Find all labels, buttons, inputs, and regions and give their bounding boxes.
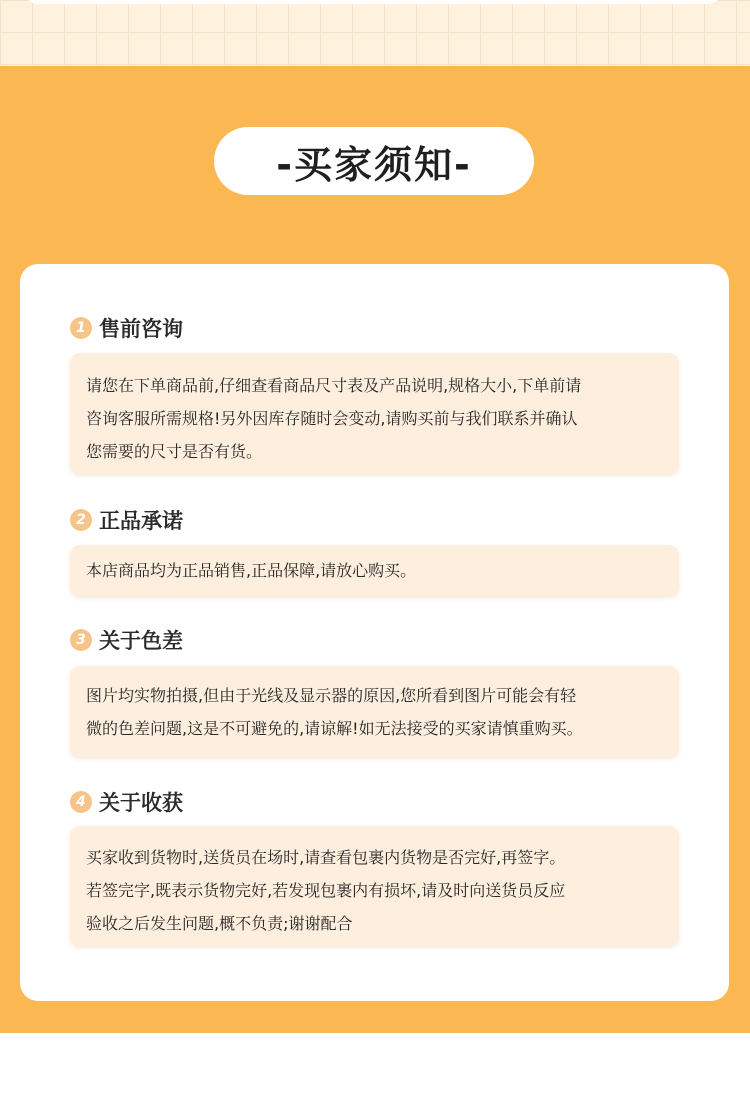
number-badge-icon: 2 xyxy=(70,509,92,531)
section-title: 售前咨询 xyxy=(99,317,183,341)
section-text xyxy=(86,554,665,587)
number-badge-icon: 4 xyxy=(70,791,92,813)
section-title: 正品承诺 xyxy=(99,509,183,533)
section-text-box xyxy=(70,545,679,596)
top-grid-strip xyxy=(0,0,750,66)
text-line: 请您在下单商品前,仔细查看商品尺寸表及产品说明,规格大小,下单前请 xyxy=(86,376,582,395)
number-badge-icon: 1 xyxy=(70,317,92,339)
section-title: 关于色差 xyxy=(99,629,183,653)
text-line: 微的色差问题,这是不可避免的,请谅解!如无法接受的买家请慎重购买。 xyxy=(86,719,583,738)
section-text xyxy=(86,679,665,745)
notice-card xyxy=(20,264,729,1001)
section-header xyxy=(70,624,183,656)
text-line: 图片均实物拍摄,但由于光线及显示器的原因,您所看到图片可能会有轻 xyxy=(86,686,577,705)
section-header xyxy=(70,504,183,536)
page-title: -买家须知- xyxy=(276,142,472,187)
title-pill xyxy=(214,127,534,195)
section-text-box xyxy=(70,353,679,474)
top-card-edge xyxy=(24,0,722,4)
section-header xyxy=(70,786,183,818)
text-line: 买家收到货物时,送货员在场时,请查看包裹内货物是否完好,再签字。 xyxy=(86,848,566,867)
section-text-box xyxy=(70,666,679,757)
text-line: 验收之后发生问题,概不负责;谢谢配合 xyxy=(86,914,353,933)
section-title: 关于收获 xyxy=(99,791,183,815)
text-line: 您需要的尺寸是否有货。 xyxy=(86,442,263,461)
bottom-white-area xyxy=(0,1033,750,1105)
text-line: 本店商品均为正品销售,正品保障,请放心购买。 xyxy=(86,561,417,580)
section-text xyxy=(86,369,665,468)
text-line: 咨询客服所需规格!另外因库存随时会变动,请购买前与我们联系并确认 xyxy=(86,409,578,428)
number-badge-icon: 3 xyxy=(70,629,92,651)
section-text-box xyxy=(70,826,679,946)
section-text xyxy=(86,841,665,940)
section-header xyxy=(70,312,183,344)
text-line: 若签完字,既表示货物完好,若发现包裹内有损坏,请及时向送货员反应 xyxy=(86,881,566,900)
